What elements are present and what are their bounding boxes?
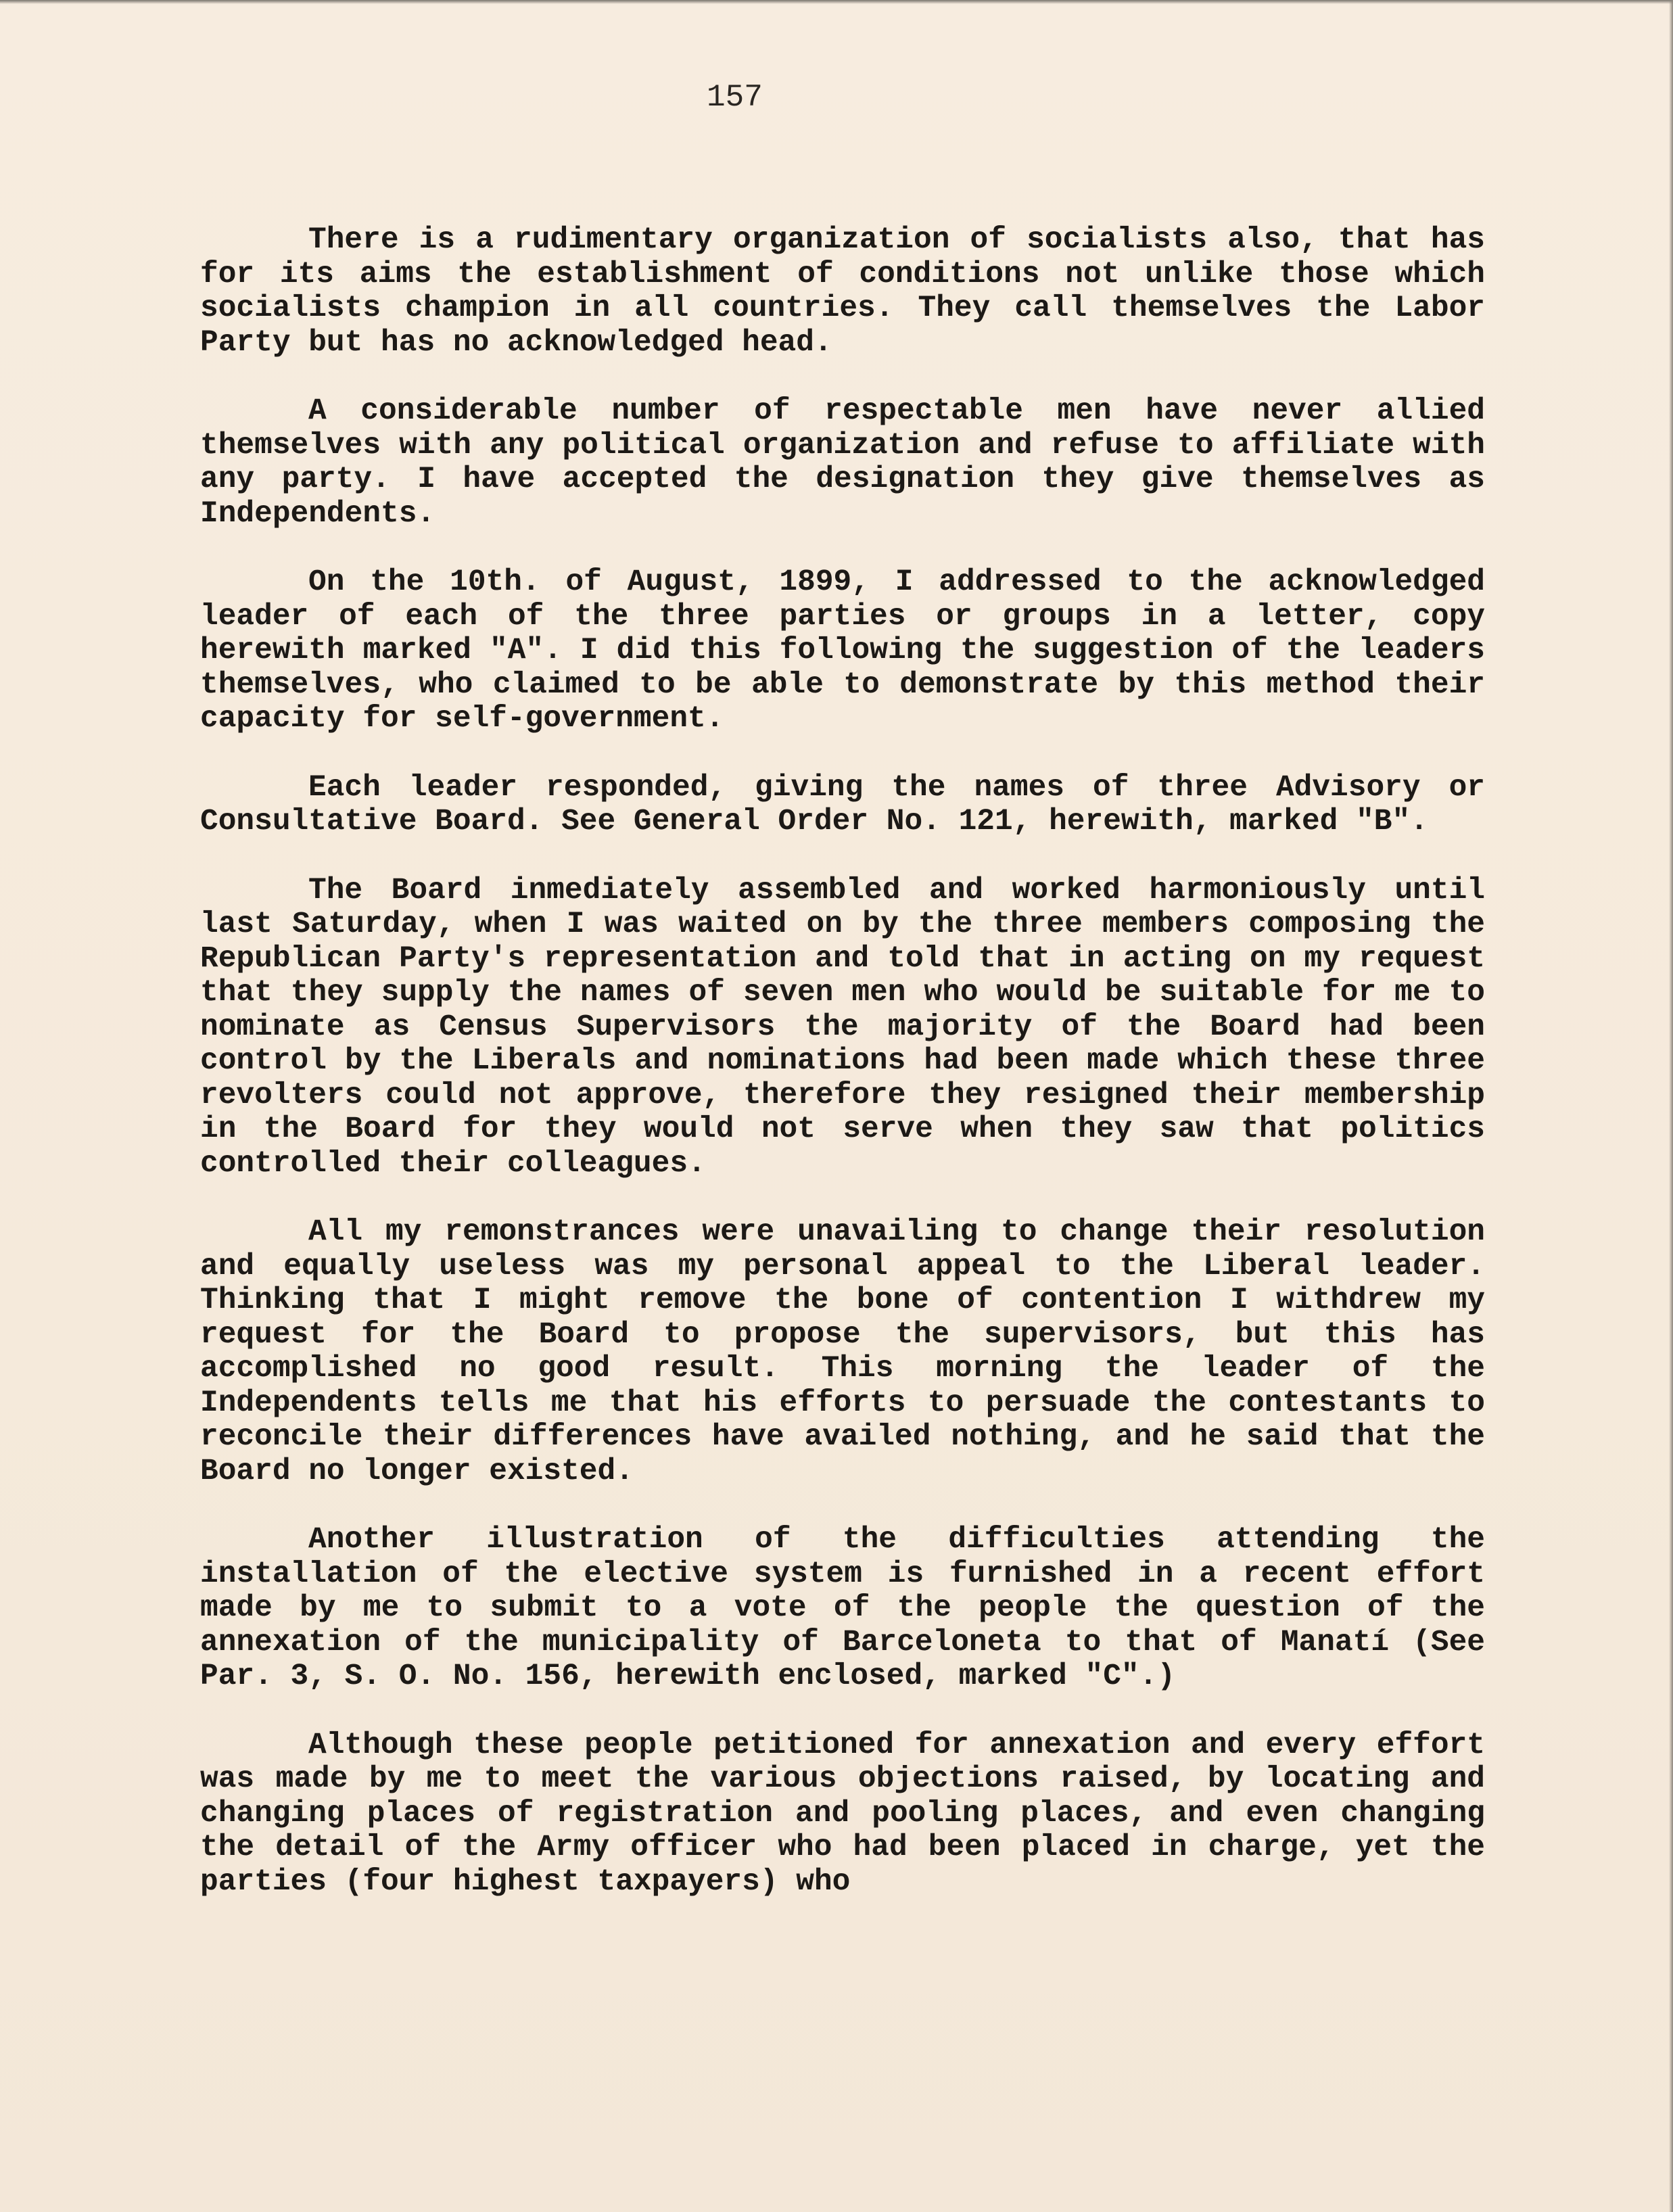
paragraph: All my remonstrances were unavailing to change their resolution and equally useless was my personal appeal to the Liberal leader. Thinking that I might remove the bone of contention I withdrew my request for the Board to propose the supervisors, but this has accomplished no good result. This morning the leader of the Independents tells me that his efforts to persuade the contestants to reconcile their differences have availed nothing, and he said that the Board no longer existed.	[200, 1215, 1485, 1488]
scan-edge-top	[0, 0, 1673, 4]
paragraph: A considerable number of respectable men have never allied themselves with any political organization and refuse to affiliate with any party. I have accepted the designation they give themselves as Independents.	[200, 394, 1485, 531]
paragraph: On the 10th. of August, 1899, I addressed to the acknowledged leader of each of the three parties or groups in a letter, copy herewith marked "A". I did this following the suggestion of the leaders themselves, who claimed to be able to demonstrate by this method their capacity for self-government.	[200, 565, 1485, 736]
paragraph: Although these people petitioned for annexation and every effort was made by me to meet the various objections raised, by locating and changing places of registration and pooling places, and even changing the detail of the Army officer who had been placed in charge, yet the parties (four highest taxpayers) who	[200, 1728, 1485, 1899]
paragraph: Each leader responded, giving the names of three Advisory or Consultative Board. See General Order No. 121, herewith, marked "B".	[200, 770, 1485, 839]
document-body	[200, 223, 1485, 1933]
paragraph: There is a rudimentary organization of socialists also, that has for its aims the establishment of conditions not unlike those which socialists champion in all countries. They call themselves the Labor Party but has no acknowledged head.	[200, 223, 1485, 360]
page-number: 157	[707, 80, 763, 115]
scan-edge-right	[1669, 0, 1673, 2212]
paragraph: Another illustration of the difficulties attending the installation of the elective system is furnished in a recent effort made by me to submit to a vote of the people the question of the annexation of the municipality of Barceloneta to that of Manatí (See Par. 3, S. O. No. 156, herewith enclosed, marked "C".)	[200, 1523, 1485, 1693]
paragraph: The Board inmediately assembled and worked harmoniously until last Saturday, when I was waited on by the three members composing the Republican Party's representation and told that in acting on my request that they supply the names of seven men who would be suitable for me to nominate as Census Supervisors the majority of the Board had been control by the Liberals and nominations had been made which these three revolters could not approve, therefore they resigned their membership in the Board for they would not serve when they saw that politics controlled their colleagues.	[200, 873, 1485, 1181]
